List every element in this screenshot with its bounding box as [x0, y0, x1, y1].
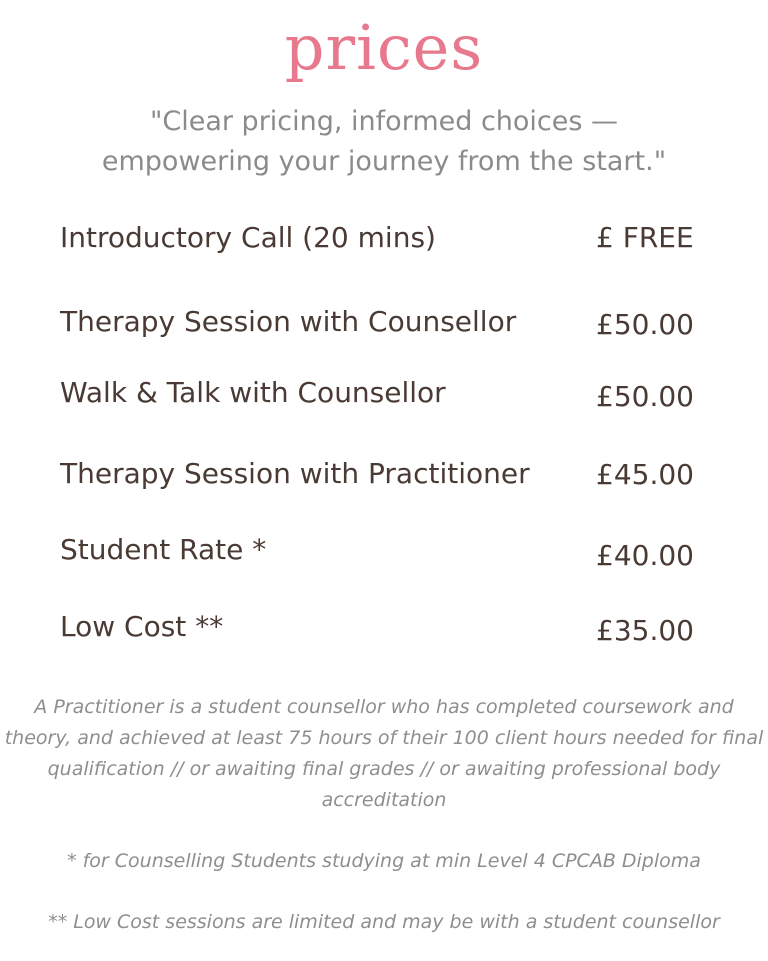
price-row-value-introductory-call: £ FREE	[596, 221, 694, 254]
page-title: prices	[284, 11, 484, 84]
practitioner-note-line-3: qualification // or awaiting final grades // or awaiting professional body	[47, 758, 721, 780]
price-row-label-therapy-counsellor: Therapy Session with Counsellor	[60, 305, 517, 338]
price-row-label-student-rate: Student Rate *	[60, 533, 267, 566]
price-row-value-walk-talk: £50.00	[596, 380, 694, 413]
price-row-label-low-cost: Low Cost **	[60, 610, 224, 643]
tagline-line-1: "Clear pricing, informed choices —	[149, 106, 619, 137]
practitioner-note-line-1: A Practitioner is a student counsellor who has completed coursework and	[34, 696, 734, 718]
practitioner-note-line-4: accreditation	[321, 789, 447, 811]
tagline-line-2: empowering your journey from the start."	[101, 146, 667, 177]
price-row-value-low-cost: £35.00	[596, 614, 694, 647]
tagline	[0, 102, 768, 182]
practitioner-note-line-2: theory, and achieved at least 75 hours of their 100 client hours needed for final	[4, 727, 764, 749]
footnotes	[0, 692, 768, 938]
price-row-label-walk-talk: Walk & Talk with Counsellor	[60, 376, 446, 409]
low-cost-note: ** Low Cost sessions are limited and may be with a student counsellor	[48, 911, 720, 933]
price-row-value-therapy-practitioner: £45.00	[596, 458, 694, 491]
price-row-value-therapy-counsellor: £50.00	[596, 308, 694, 341]
price-row-label-therapy-practitioner: Therapy Session with Practitioner	[60, 457, 530, 490]
price-row-value-student-rate: £40.00	[596, 539, 694, 572]
student-rate-note: * for Counselling Students studying at min Level 4 CPCAB Diploma	[67, 850, 701, 872]
price-row-label-introductory-call: Introductory Call (20 mins)	[60, 221, 436, 254]
